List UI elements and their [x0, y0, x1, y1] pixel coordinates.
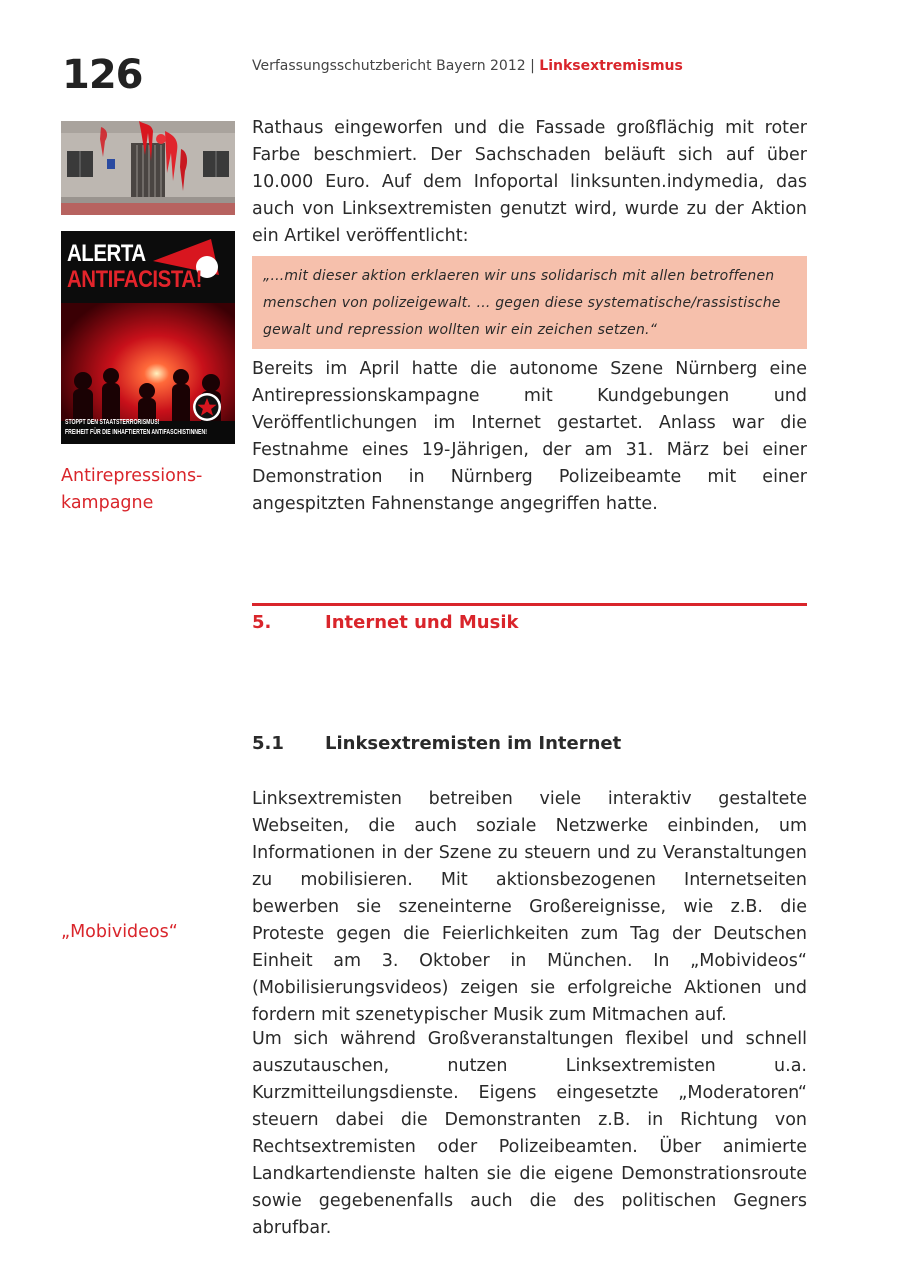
- running-title: Verfassungsschutzbericht Bayern 2012 |: [252, 58, 540, 74]
- section-number: 5.: [252, 612, 272, 633]
- running-head: [252, 58, 683, 74]
- poster-line-2: ANTIFACISTA!: [67, 266, 203, 293]
- margin-note-line: Antirepressions-: [61, 466, 203, 486]
- margin-note-line: kampagne: [61, 493, 154, 513]
- poster-title: [67, 241, 202, 293]
- margin-note-antirepression: [61, 463, 202, 517]
- paragraph-text: Rathaus eingeworfen und die Fassade großflächig mit roter Farbe beschmiert. Der Sachschaden beläuft sich auf über 10.000 Euro. Auf dem Infoportal linksunten.indymedia, das auch von Linksextremisten genutzt wird, wurde zu der Aktion ein Artikel veröffentlicht:: [252, 118, 807, 246]
- facade-photo: [61, 121, 235, 215]
- margin-note-mobivideos: „Mobivideos“: [61, 922, 178, 942]
- paragraph-text: Linksextremisten betreiben viele interaktiv gestaltete Webseiten, die auch soziale Netzwerke einbinden, um Informationen in der Szene zu steuern und zu Veranstaltungen zu mobilisieren. Mit aktionsbezogenen Internetseiten bewerben sie szeneinterne Großereignisse, wie z.B. die Proteste gegen die Feierlichkeiten zum Tag der Deutschen Einheit am 3. Oktober in München. In „Mobivideos“ (Mobilisierungsvideos) zeigen sie erfolgreiche Aktionen und fordern mit szenetypischer Musik zum Mitmachen auf.: [252, 789, 807, 1025]
- quote-text: „...mit dieser aktion erklaeren wir uns solidarisch mit allen betroffenen menschen von polizeigewalt. ... gegen diese systematische/rassistische gewalt und repression wollten wir ein zeichen setzen.“: [263, 268, 781, 338]
- antifa-poster: [61, 231, 235, 444]
- paragraph-text: Bereits im April hatte die autonome Szene Nürnberg eine Antirepressionskampagne mit Kundgebungen und Veröffentlichungen im Internet gestartet. Anlass war die Festnahme eines 19-Jährigen, der am 31. März bei einer Demonstration in Nürnberg Polizeibeamte mit einer angespitzten Fahnenstange angegriffen hatte.: [252, 359, 807, 514]
- paragraph-kurzmitteilung: [252, 1026, 807, 1242]
- section-rule: [252, 603, 807, 606]
- paragraph-antirepression: [252, 356, 807, 518]
- quote-box: [252, 256, 807, 349]
- section-heading-5: [252, 612, 518, 633]
- poster-line-1: ALERTA: [67, 240, 146, 267]
- running-section: Linksextremismus: [539, 58, 683, 74]
- subsection-title: Linksextremisten im Internet: [325, 733, 622, 754]
- paragraph-text: Um sich während Großveranstaltungen flexibel und schnell auszutauschen, nutzen Linksextremisten u.a. Kurzmitteilungsdienste. Eigens eingesetzte „Moderatoren“ steuern dabei die Demonstranten z.B. in Richtung von Rechtsextremisten oder Polizeibeamten. Über animierte Landkartendienste halten sie die eigene Demonstrationsroute sowie gegebenenfalls auch die des politischen Gegners abrufbar.: [252, 1029, 807, 1238]
- subsection-number: 5.1: [252, 733, 284, 754]
- poster-footer-2: FREIHEIT FÜR DIE INHAFTIERTEN ANTIFASCHISTINNEN!: [65, 429, 207, 436]
- section-heading-5-1: [252, 733, 621, 754]
- section-title: Internet und Musik: [325, 612, 519, 633]
- paragraph-rathaus: [252, 115, 807, 250]
- poster-footer: [65, 418, 235, 438]
- poster-footer-1: STOPPT DEN STAATSTERRORISMUS!: [65, 419, 160, 426]
- facade-photo-drawing: [61, 121, 235, 215]
- page-number: 126: [62, 52, 143, 98]
- paragraph-webseiten: [252, 786, 807, 1029]
